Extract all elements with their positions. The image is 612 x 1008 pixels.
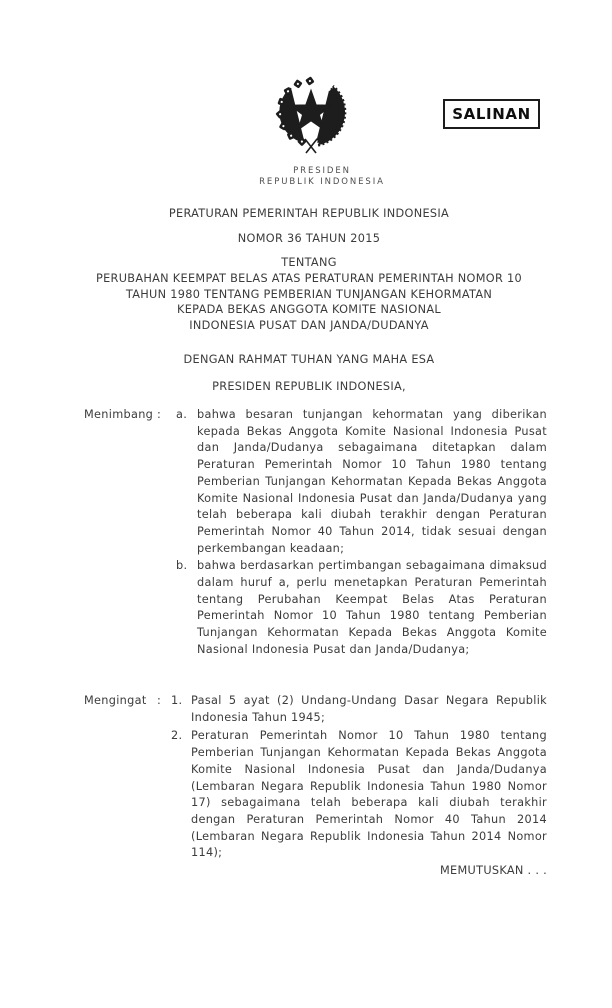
remembering-colon: :	[157, 694, 162, 707]
item-text: Pasal 5 ayat (2) Undang-Undang Dasar Negara Republik Indonesia Tahun 1945;	[191, 694, 547, 724]
considering-colon: :	[157, 408, 162, 421]
considering-item-a	[176, 407, 547, 557]
salinan-stamp	[443, 99, 540, 129]
remembering-items	[171, 693, 547, 862]
considering-section	[0, 407, 612, 659]
remembering-section	[0, 693, 612, 862]
letterhead-republik-indonesia: REPUBLIK INDONESIA	[259, 177, 385, 187]
subject-line: KEPADA BEKAS ANGGOTA KOMITE NASIONAL	[177, 303, 441, 316]
salinan-stamp-label: SALINAN	[452, 104, 531, 123]
title-block	[68, 206, 550, 395]
remembering-item-2	[171, 728, 547, 862]
regulation-subject	[68, 271, 550, 333]
continuation-marker: MEMUTUSKAN . . .	[440, 864, 547, 877]
subject-line: PERUBAHAN KEEMPAT BELAS ATAS PERATURAN PEMERINTAH NOMOR 10	[96, 272, 522, 285]
tentang-label: TENTANG	[281, 256, 337, 269]
authority-line: PRESIDEN REPUBLIK INDONESIA,	[212, 380, 406, 393]
subject-line: INDONESIA PUSAT DAN JANDA/DUDANYA	[189, 318, 429, 332]
regulation-title: PERATURAN PEMERINTAH REPUBLIK INDONESIA	[168, 207, 450, 220]
invocation-line: DENGAN RAHMAT TUHAN YANG MAHA ESA	[183, 353, 435, 366]
remembering-label: Mengingat	[84, 694, 147, 707]
presidential-emblem-icon	[270, 74, 352, 156]
item-marker: 1.	[171, 694, 183, 707]
letterhead	[212, 166, 432, 188]
considering-label: Menimbang	[84, 408, 154, 421]
regulation-number: NOMOR 36 TAHUN 2015	[237, 232, 381, 245]
item-marker: a.	[176, 408, 188, 421]
item-marker: 2.	[171, 729, 183, 743]
item-text: bahwa berdasarkan pertimbangan sebagaimana dimaksud dalam huruf a, perlu menetapkan Peraturan Pemerintah tentang Perubahan Keempat Belas Atas Peraturan Pemerintah Nomor 10 Tahun 1980 tentang Pemberian Tunjangan Kehormatan Kepada Bekas Anggota Komite Nasional Indonesia Pusat dan Janda/Dudanya;	[197, 559, 547, 656]
item-text: bahwa besaran tunjangan kehormatan yang diberikan kepada Bekas Anggota Komite Nasional Indonesia Pusat dan Janda/Dudanya sebagaimana ditetapkan dalam Peraturan Pemerintah Nomor 10 Tahun 1980 tentang Pemberian Tunjangan Kehormatan Kepada Bekas Anggota Komite Nasional Indonesia Pusat dan Janda/Dudanya yang telah beberapa kali diubah terakhir dengan Peraturan Pemerintah Nomor 40 Tahun 2014, tidak sesuai dengan perkembangan keadaan;	[197, 408, 547, 555]
letterhead-presiden: PRESIDEN	[293, 166, 351, 176]
considering-items	[176, 407, 547, 659]
subject-line: TAHUN 1980 TENTANG PEMBERIAN TUNJANGAN KEHORMATAN	[125, 287, 493, 301]
considering-item-b	[176, 558, 547, 658]
item-marker: b.	[176, 559, 188, 573]
item-text: Peraturan Pemerintah Nomor 10 Tahun 1980 tentang Pemberian Tunjangan Kehormatan Kepada Bekas Anggota Komite Nasional Indonesia Pusat dan Janda/Dudanya (Lembaran Negara Republik Indonesia Tahun 1980 Nomor 17) sebagaimana telah beberapa kali diubah terakhir dengan Peraturan Pemerintah Nomor 40 Tahun 2014 (Lembaran Negara Republik Indonesia Tahun 2014 Nomor 114);	[191, 729, 547, 860]
remembering-item-1	[171, 693, 547, 726]
